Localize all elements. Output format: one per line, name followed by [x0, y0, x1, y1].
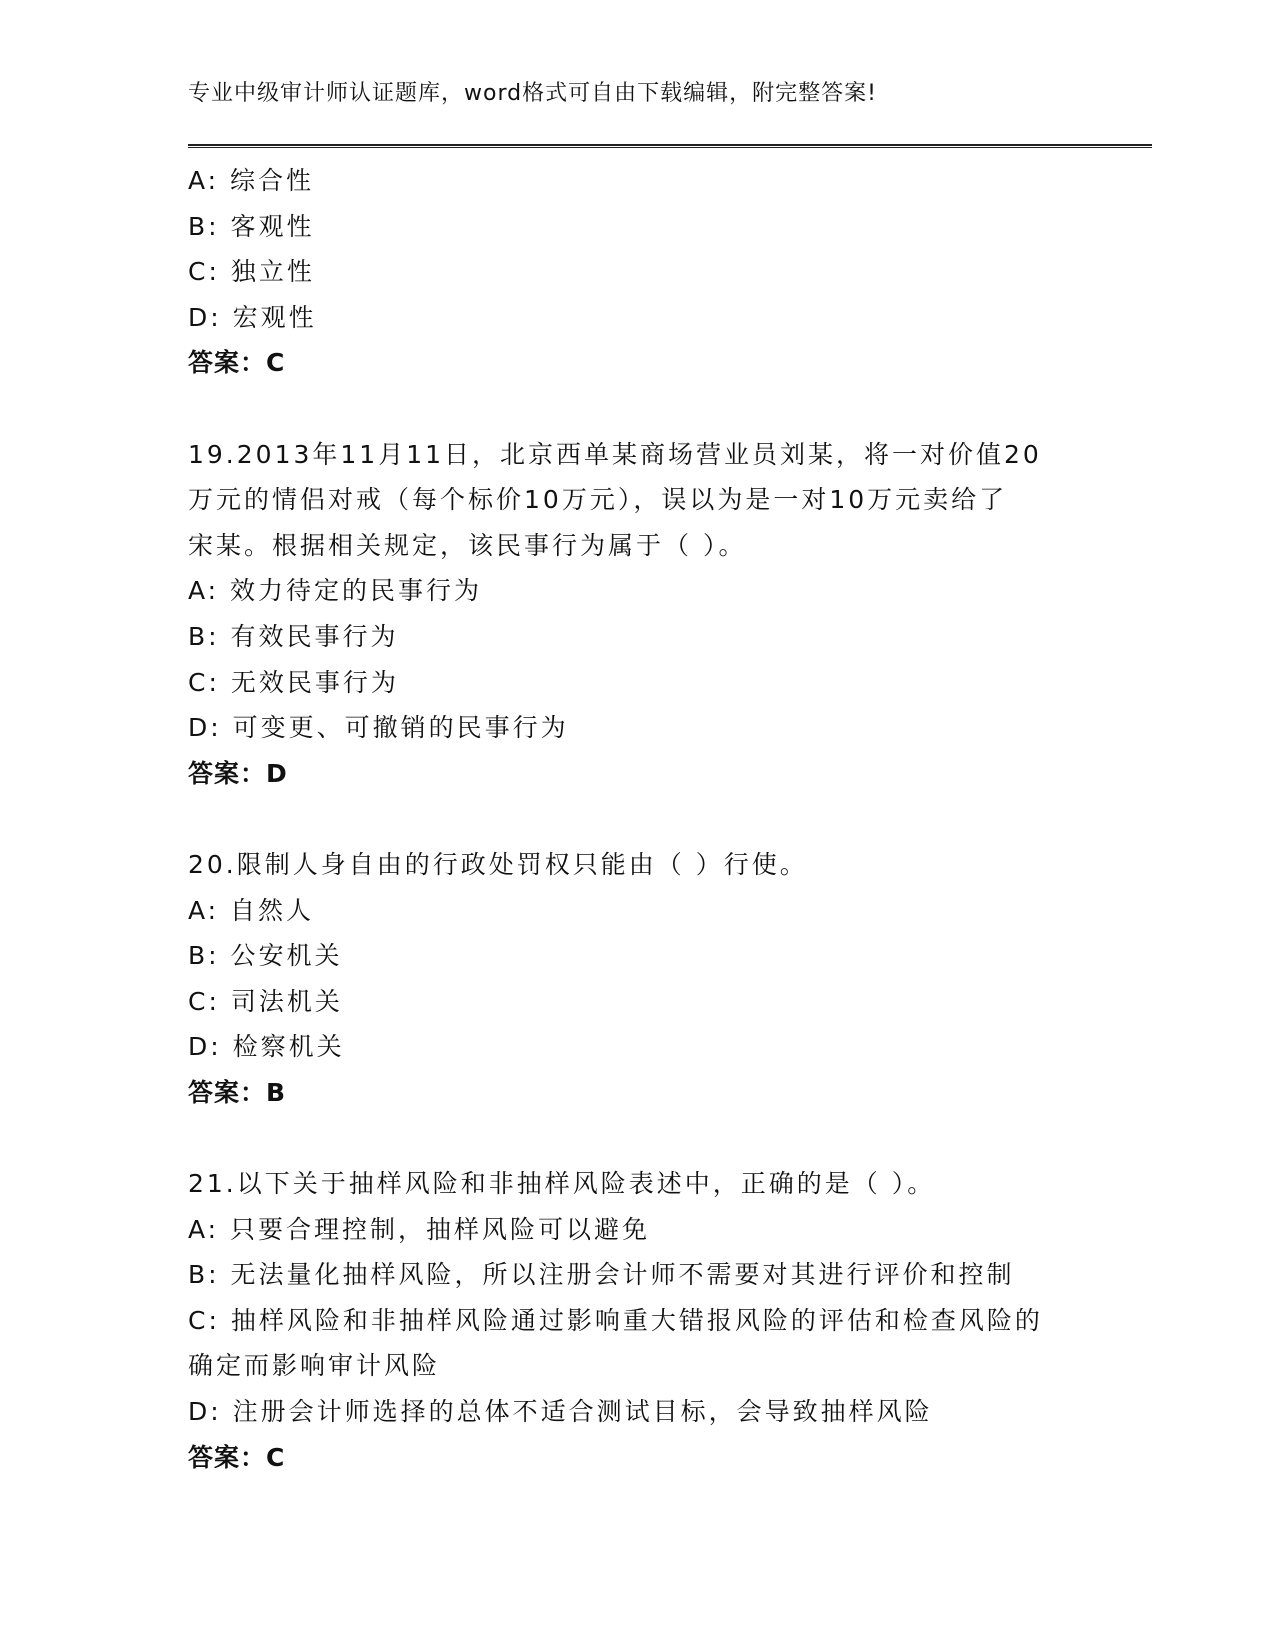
question-21: [188, 1161, 1088, 1480]
spacer: [188, 796, 1088, 842]
option-b: B: 客观性: [188, 211, 315, 241]
question-stem-line: 20.限制人身自由的行政处罚权只能由（ ）行使。: [188, 849, 808, 879]
option-c: C: 司法机关: [188, 986, 343, 1016]
option-d: D: 检察机关: [188, 1032, 345, 1062]
option-d: D: 注册会计师选择的总体不适合测试目标，会导致抽样风险: [188, 1397, 933, 1427]
answer-line: 答案：C: [188, 1442, 286, 1472]
header-divider: [188, 144, 1152, 148]
question-20: [188, 842, 1088, 1116]
question-stem-line: 宋某。根据相关规定，该民事行为属于（ ）。: [188, 530, 747, 560]
answer-line: 答案：C: [188, 348, 286, 378]
option-a: A: 只要合理控制，抽样风险可以避免: [188, 1214, 651, 1244]
question-18-tail: [188, 158, 1088, 386]
option-b: B: 公安机关: [188, 941, 343, 971]
option-c: C: 抽样风险和非抽样风险通过影响重大错报风险的评估和检查风险的: [188, 1305, 1043, 1335]
page-header: 专业中级审计师认证题库，word格式可自由下载编辑，附完整答案!: [188, 81, 877, 106]
option-d: D: 宏观性: [188, 302, 317, 332]
question-19: [188, 432, 1088, 797]
option-b: B: 无法量化抽样风险，所以注册会计师不需要对其进行评价和控制: [188, 1260, 1015, 1290]
spacer: [188, 386, 1088, 432]
spacer: [188, 1115, 1088, 1161]
answer-line: 答案：B: [188, 1077, 287, 1107]
option-b: B: 有效民事行为: [188, 621, 399, 651]
question-stem-line: 万元的情侣对戒（每个标价10万元），误以为是一对10万元卖给了: [188, 485, 1008, 515]
question-stem-line: 19.2013年11月11日，北京西单某商场营业员刘某，将一对价值20: [188, 439, 1042, 469]
option-c: C: 无效民事行为: [188, 667, 399, 697]
option-c: C: 独立性: [188, 257, 315, 287]
option-a: A: 自然人: [188, 895, 315, 925]
option-c-continued: 确定而影响审计风险: [188, 1351, 441, 1381]
answer-line: 答案：D: [188, 758, 288, 788]
option-d: D: 可变更、可撤销的民事行为: [188, 713, 569, 743]
document-body: [188, 158, 1088, 1480]
question-stem-line: 21.以下关于抽样风险和非抽样风险表述中，正确的是（ ）。: [188, 1169, 936, 1199]
option-a: A: 效力待定的民事行为: [188, 576, 483, 606]
option-a: A: 综合性: [188, 166, 315, 195]
